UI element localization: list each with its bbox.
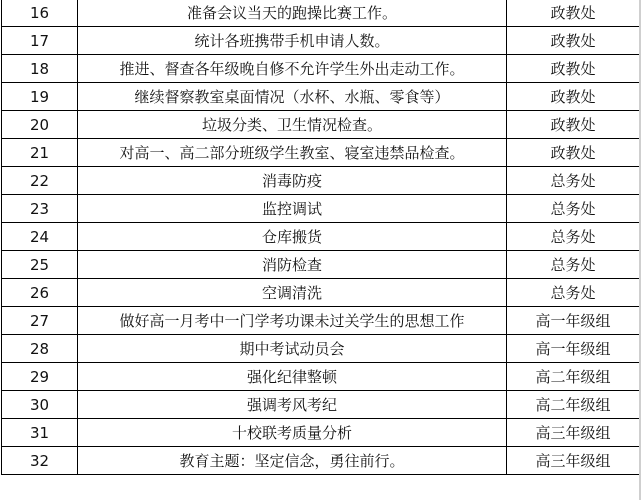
department-cell[interactable]: 高三年级组 [507, 447, 640, 475]
task-cell[interactable]: 空调清洗 [78, 279, 507, 307]
table-row [2, 307, 640, 335]
department-cell[interactable]: 总务处 [507, 279, 640, 307]
table-row [2, 167, 640, 195]
department-cell[interactable]: 总务处 [507, 251, 640, 279]
department-cell[interactable]: 政教处 [507, 55, 640, 83]
row-number-cell[interactable]: 30 [2, 391, 78, 419]
department-cell[interactable]: 高二年级组 [507, 391, 640, 419]
table-row [2, 251, 640, 279]
department-cell[interactable]: 高一年级组 [507, 307, 640, 335]
row-number-cell[interactable]: 21 [2, 139, 78, 167]
task-cell[interactable]: 继续督察教室桌面情况（水杯、水瓶、零食等） [78, 83, 507, 111]
task-cell[interactable]: 仓库搬货 [78, 223, 507, 251]
task-cell[interactable]: 统计各班携带手机申请人数。 [78, 27, 507, 55]
table-row [2, 83, 640, 111]
row-number-cell[interactable]: 28 [2, 335, 78, 363]
row-number-cell[interactable]: 32 [2, 447, 78, 475]
table-row [2, 195, 640, 223]
table-row [2, 363, 640, 391]
task-cell[interactable]: 消毒防疫 [78, 167, 507, 195]
department-cell[interactable]: 政教处 [507, 139, 640, 167]
task-cell[interactable]: 教育主题：坚定信念，勇往前行。 [78, 447, 507, 475]
row-number-cell[interactable]: 25 [2, 251, 78, 279]
department-cell[interactable]: 高一年级组 [507, 335, 640, 363]
task-cell[interactable]: 推进、督查各年级晚自修不允许学生外出走动工作。 [78, 55, 507, 83]
department-cell[interactable]: 高三年级组 [507, 419, 640, 447]
row-number-cell[interactable]: 19 [2, 83, 78, 111]
task-cell[interactable]: 强调考风考纪 [78, 391, 507, 419]
department-cell[interactable]: 总务处 [507, 167, 640, 195]
row-number-cell[interactable]: 18 [2, 55, 78, 83]
table-row [2, 223, 640, 251]
row-number-cell[interactable]: 24 [2, 223, 78, 251]
row-number-cell[interactable]: 26 [2, 279, 78, 307]
table-row [2, 391, 640, 419]
table-row [2, 55, 640, 83]
task-table [1, 0, 640, 475]
row-number-cell[interactable]: 16 [2, 0, 78, 27]
department-cell[interactable]: 政教处 [507, 27, 640, 55]
table-row [2, 0, 640, 27]
row-number-cell[interactable]: 20 [2, 111, 78, 139]
row-number-cell[interactable]: 17 [2, 27, 78, 55]
task-cell[interactable]: 消防检查 [78, 251, 507, 279]
department-cell[interactable]: 高二年级组 [507, 363, 640, 391]
row-number-cell[interactable]: 29 [2, 363, 78, 391]
department-cell[interactable]: 政教处 [507, 111, 640, 139]
task-table-body [2, 0, 640, 475]
row-number-cell[interactable]: 27 [2, 307, 78, 335]
task-cell[interactable]: 对高一、高二部分班级学生教室、寝室违禁品检查。 [78, 139, 507, 167]
table-row [2, 27, 640, 55]
department-cell[interactable]: 政教处 [507, 83, 640, 111]
row-number-cell[interactable]: 23 [2, 195, 78, 223]
task-cell[interactable]: 期中考试动员会 [78, 335, 507, 363]
table-row [2, 447, 640, 475]
task-cell[interactable]: 强化纪律整顿 [78, 363, 507, 391]
task-cell[interactable]: 准备会议当天的跑操比赛工作。 [78, 0, 507, 27]
table-row [2, 419, 640, 447]
table-row [2, 111, 640, 139]
department-cell[interactable]: 总务处 [507, 195, 640, 223]
table-row [2, 279, 640, 307]
task-cell[interactable]: 监控调试 [78, 195, 507, 223]
task-cell[interactable]: 十校联考质量分析 [78, 419, 507, 447]
row-number-cell[interactable]: 31 [2, 419, 78, 447]
department-cell[interactable]: 总务处 [507, 223, 640, 251]
row-number-cell[interactable]: 22 [2, 167, 78, 195]
table-row [2, 335, 640, 363]
department-cell[interactable]: 政教处 [507, 0, 640, 27]
table-row [2, 139, 640, 167]
task-cell[interactable]: 垃圾分类、卫生情况检查。 [78, 111, 507, 139]
task-cell[interactable]: 做好高一月考中一门学考功课未过关学生的思想工作 [78, 307, 507, 335]
